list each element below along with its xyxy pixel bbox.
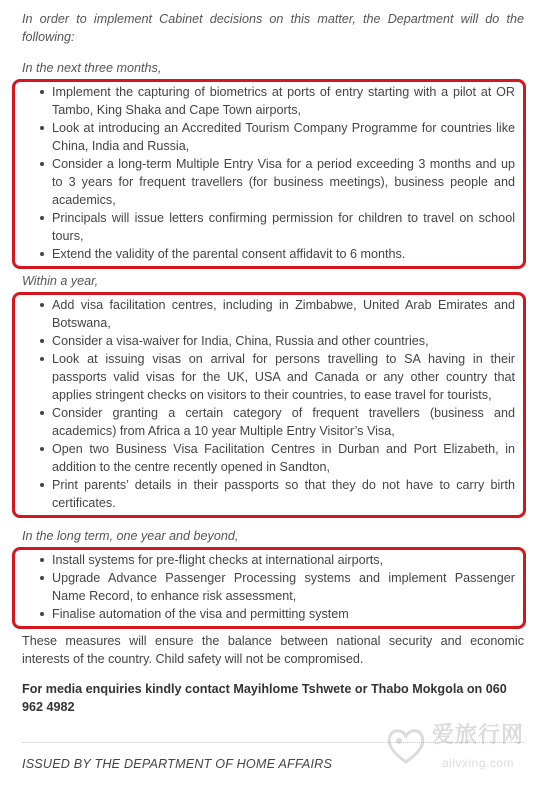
- list-item: Print parents’ details in their passports so that they do not have to carry birth certificates.: [38, 476, 515, 512]
- closing-paragraph: These measures will ensure the balance between national security and economic interests of the country. Child safety will not be compromised.: [22, 634, 524, 666]
- media-contact: For media enquiries kindly contact Mayihlome Tshwete or Thabo Mokgola on 060 962 4982: [22, 682, 507, 714]
- list-item: Look at introducing an Accredited Tourism Company Programme for countries like China, India and Russia,: [38, 119, 515, 155]
- section-heading-long-term: In the long term, one year and beyond,: [22, 529, 239, 543]
- list-item: Consider a visa-waiver for India, China, Russia and other countries,: [38, 332, 515, 350]
- list-item: Consider a long-term Multiple Entry Visa for a period exceeding 3 months and up to 3 years for frequent travellers (for business meetings), business people and academics,: [38, 155, 515, 209]
- bullet-list-three-months: [15, 83, 523, 263]
- list-item: Look at issuing visas on arrival for persons travelling to SA having in their passports valid visas for the UK, USA and Canada or any other country that applies stringent checks on visitors to their countries, to ease travel for tourists,: [38, 350, 515, 404]
- list-item: Open two Business Visa Facilitation Centres in Durban and Port Elizabeth, in addition to the centre recently opened in Sandton,: [38, 440, 515, 476]
- section-heading-within-year: Within a year,: [22, 274, 99, 288]
- watermark-domain-text: ailvxing.com: [442, 756, 515, 770]
- highlight-box-long-term: [12, 547, 526, 629]
- list-item: Extend the validity of the parental consent affidavit to 6 months.: [38, 245, 515, 263]
- highlight-box-within-year: [12, 292, 526, 518]
- list-item: Install systems for pre-flight checks at international airports,: [38, 551, 515, 569]
- issued-by: ISSUED BY THE DEPARTMENT OF HOME AFFAIRS: [22, 757, 333, 771]
- bullet-list-within-year: [15, 296, 523, 512]
- section-heading-three-months: In the next three months,: [22, 61, 162, 75]
- list-item: Add visa facilitation centres, including in Zimbabwe, United Arab Emirates and Botswana,: [38, 296, 515, 332]
- highlight-box-three-months: [12, 79, 526, 269]
- watermark-chinese-text: 爱旅行网: [432, 722, 525, 747]
- press-release: [22, 8, 524, 773]
- list-item: Upgrade Advance Passenger Processing systems and implement Passenger Name Record, to enhance risk assessment,: [38, 569, 515, 605]
- watermark: [384, 724, 534, 774]
- list-item: Implement the capturing of biometrics at ports of entry starting with a pilot at OR Tambo, King Shaka and Cape Town airports,: [38, 83, 515, 119]
- heart-logo-icon: [384, 724, 428, 768]
- list-item: Principals will issue letters confirming permission for children to travel on school tours,: [38, 209, 515, 245]
- intro-text: In order to implement Cabinet decisions on this matter, the Department will do the following:: [22, 12, 524, 44]
- list-item: Consider granting a certain category of frequent travellers (business and academics) from Africa a 10 year Multiple Entry Visitor’s Visa,: [38, 404, 515, 440]
- list-item: Finalise automation of the visa and permitting system: [38, 605, 515, 623]
- bullet-list-long-term: [15, 551, 523, 623]
